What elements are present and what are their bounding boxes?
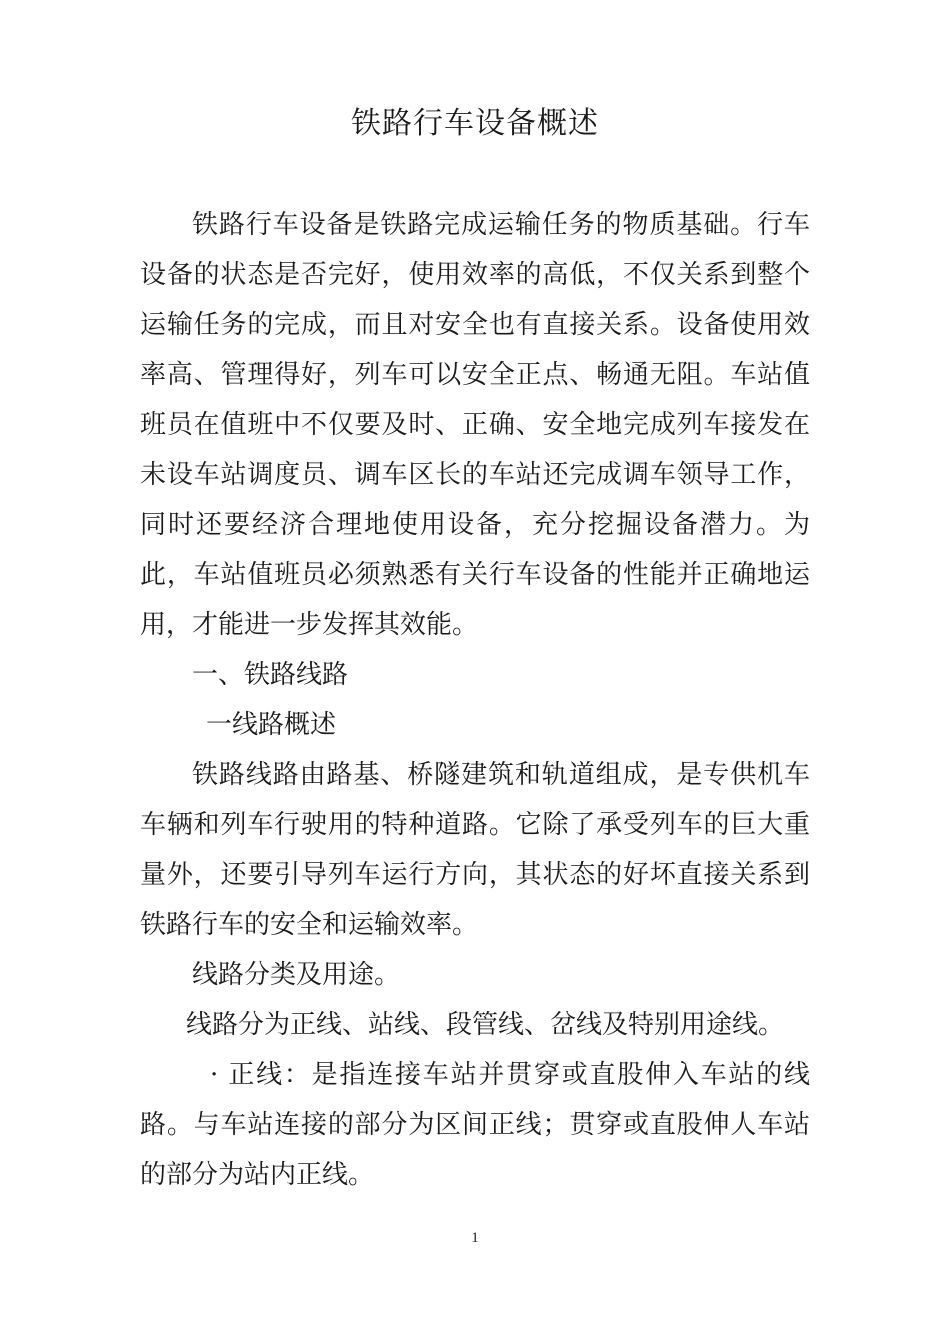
main-line-definition-paragraph: · 正线：是指连接车站并贯穿或直股伸入车站的线路。与车站连接的部分为区间正线；贯穿或直股伸人车站的部分为站内正线。 [140, 1060, 810, 1190]
line-types-paragraph: 线路分为正线、站线、段管线、岔线及特别用途线。 [186, 1010, 785, 1040]
document-title: 铁路行车设备概述 [351, 106, 599, 141]
line-classification-heading: 线路分类及用途。 [192, 960, 401, 990]
page-number: 1 [471, 1230, 479, 1246]
intro-paragraph: 铁路行车设备是铁路完成运输任务的物质基础。行车设备的状态是否完好，使用效率的高低，不仅关系到整个运输任务的完成，而且对安全也有直接关系。设备使用效率高、管理得好，列车可以安全正点、畅通无阻。车站值班员在值班中不仅要及时、正确、安全地完成列车接发在未设车站调度员、调车区长的车站还完成调车领导工作，同时还要经济合理地使用设备，充分挖掘设备潜力。为此，车站值班员必须熟悉有关行车设备的性能并正确地运用，才能进一步发挥其效能。 [140, 210, 810, 640]
section-heading-railway-lines: 一、铁路线路 [192, 660, 349, 690]
subsection-heading-line-overview: 一线路概述 [206, 710, 337, 740]
document-body [140, 200, 810, 1200]
line-overview-paragraph: 铁路线路由路基、桥隧建筑和轨道组成，是专供机车车辆和列车行驶用的特种道路。它除了承受列车的巨大重量外，还要引导列车运行方向，其状态的好坏直接关系到铁路行车的安全和运输效率。 [140, 760, 810, 940]
